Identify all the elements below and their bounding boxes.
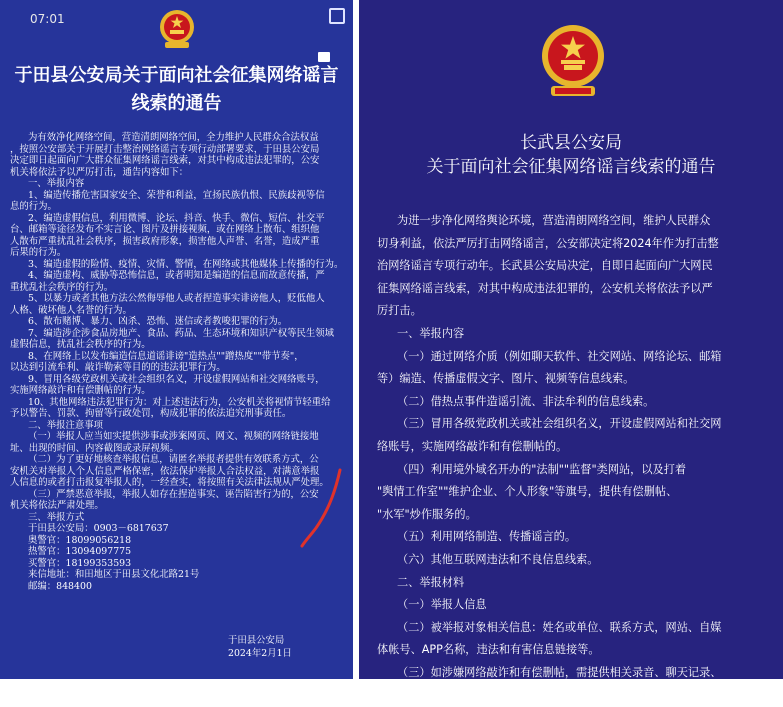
left-body-line: （一）举报人应当如实提供涉事或涉案网页、网文、视频的网络链接地	[28, 431, 319, 442]
left-body-line: 三、举报方式	[28, 511, 85, 523]
left-body-line: 以达到引流牟利、敲诈勒索等目的的违法犯罪行为。	[10, 362, 226, 373]
left-body-line: 二、举报注意事项	[28, 419, 104, 431]
right-body-line: （二）借热点事件造谣引流、非法牟利的信息线索。	[397, 394, 655, 408]
police-emblem-icon	[157, 8, 197, 50]
left-body-line: 息的行为。	[10, 201, 57, 212]
left-body-line: 一、举报内容	[28, 178, 85, 189]
right-body-line: "水军"炒作服务的。	[377, 507, 477, 521]
left-body-line: 买警官：18199353593	[28, 557, 132, 569]
left-body-line: 1、编造传播危害国家安全、荣誉和利益，宣扬民族仇恨、民族歧视等信	[28, 189, 325, 201]
left-body-line: 奥警官：18099056218	[28, 534, 132, 546]
picture-in-picture-icon[interactable]	[318, 52, 330, 62]
red-annotation-stroke	[296, 468, 356, 548]
left-body-line: 邮编：848400	[28, 580, 92, 592]
right-body-line: （四）利用境外域名开办的"法制""监督"类网站，以及打着	[397, 462, 687, 476]
right-body-line: （五）利用网络制造、传播谣言的。	[397, 530, 577, 544]
left-title-line: 线索的通告	[131, 93, 222, 114]
right-body-line: "舆情工作室""维护企业、个人形象"等旗号，提供有偿删帖、	[377, 485, 678, 499]
left-body-line: 决定即日起面向广大群众征集网络谣言线索，对其中构成违法犯罪的，公安	[10, 155, 320, 166]
left-body-line: ，按照公安部关于开展打击整治网络谣言专项行动部署要求，于田县公安局	[10, 143, 320, 155]
left-body-line: 后果的行为。	[10, 247, 67, 258]
left-body-line: 台、邮箱等途径发布不实言论、图片及拼接视频，或在网络上散布、组织他	[10, 224, 320, 235]
right-body-line: 等）编造、传播虚假文字、图片、视频等信息线索。	[377, 372, 635, 386]
right-body-line: 汇款凭证等证据材料。	[377, 688, 489, 702]
left-body-line: 机关将依法予以严厉打击，通告内容如下：	[10, 166, 189, 178]
left-body-line: 人信息的或者打击报复举报人的，一经查实，将按照有关法律法规从严处理。	[10, 477, 329, 488]
left-body-line: 人格、破坏他人名誉的行为。	[10, 304, 132, 316]
left-body-line: 人散布严重扰乱社会秩序，损害政府形象，损害他人声誉、名誉，造成严重	[10, 235, 320, 247]
right-body-line: 为进一步净化网络舆论环境，营造清朗网络空间，维护人民群众	[397, 214, 711, 227]
left-body-line: 4、编造虚构、威胁等恐怖信息，或者明知是编造的信息而故意传播，严	[28, 270, 325, 281]
left-body-line: （三）严禁恶意举报，举报人如存在捏造事实、诬告陷害行为的，公安	[28, 488, 319, 500]
left-body-line: 予以警告、罚款、拘留等行政处罚，构成犯罪的依法追究刑事责任。	[10, 408, 292, 419]
left-body-line: 6、散布赌博、暴力、凶杀、恐怖、迷信或者教唆犯罪的行为。	[28, 316, 288, 327]
left-body-line: 2、编造虚假信息，利用微博、论坛、抖音、快手、微信、短信、社交平	[28, 212, 325, 224]
left-body-line: 实施网络敲诈和有偿删帖的行为。	[10, 385, 151, 396]
left-body-line: 为有效净化网络空间，营造清朗网络空间，全力维护人民群众合法权益	[28, 132, 319, 143]
right-body-line: 治网络谣言专项行动年。长武县公安局决定，自即日起面向广大网民	[377, 259, 713, 273]
left-body-line: 9、冒用各级党政机关或社会组织名义，开设虚假网站和社交网络账号，	[28, 373, 325, 385]
right-notice-body	[377, 210, 772, 707]
right-body-line: 二、举报材料	[397, 575, 465, 589]
right-body-line: 厉打击。	[377, 304, 422, 318]
left-notice-panel	[0, 0, 353, 679]
right-body-line: （三）如涉嫌网络敲诈和有偿删帖，需提供相关录音、聊天记录、	[397, 665, 722, 679]
left-body-line: （二）为了更好地核查举报信息，请匿名举报者提供有效联系方式，公	[28, 454, 319, 465]
left-signature: 于田县公安局	[228, 635, 285, 646]
left-body-line: 3、编造虚假的险情、疫情、灾情、警情，在网络或其他媒体上传播的行为。	[28, 258, 344, 270]
right-body-line: 征集网络谣言线索，对其中构成违法犯罪的，公安机关将依法予以严	[377, 281, 713, 295]
left-body-line: 于田县公安局：0903－6817637	[28, 523, 169, 534]
right-notice-title: 关于面向社会征集网络谣言线索的通告	[426, 157, 716, 177]
left-body-line: 热警官：13094097775	[28, 546, 132, 557]
right-body-line: 络账号，实施网络敲诈和有偿删帖的。	[377, 439, 568, 453]
right-body-line: （三）冒用各级党政机关或社会组织名义，开设虚假网站和社交网	[397, 417, 722, 431]
left-title-line: 于田县公安局关于面向社会征集网络谣言	[14, 65, 339, 86]
right-body-line: （一）举报人信息	[397, 598, 487, 612]
left-body-line: 7、编造涉企涉食品房地产、食品、药品、生态环境和知识产权等民生领域	[28, 327, 334, 339]
right-body-line: 切身利益，依法严厉打击网络谣言，公安部决定将2024年作为打击整	[377, 236, 719, 250]
right-notice-panel	[359, 0, 783, 702]
left-body-line: 机关将依法严肃处理。	[10, 500, 104, 511]
right-body-line: （一）通过网络介质（例如聊天软件、社交网站、网络论坛、邮箱	[397, 349, 722, 363]
right-body-line: （二）被举报对象相关信息：姓名或单位、联系方式，网站、自媒	[397, 620, 722, 634]
right-body-line: （六）其他互联网违法和不良信息线索。	[397, 552, 599, 566]
status-time: 07:01	[30, 12, 65, 26]
left-body-line: 址、出现的时间、内容截图或录屏视频。	[10, 442, 179, 454]
left-body-line: 5、以暴力或者其他方法公然侮辱他人或者捏造事实诽谤他人，贬低他人	[28, 293, 325, 304]
left-body-line: 来信地址：和田地区于田县文化北路21号	[28, 569, 200, 580]
left-body-line: 重扰乱社会秩序的行为。	[10, 281, 114, 293]
left-body-line: 安机关对举报人个人信息严格保密，依法保护举报人合法权益，对满意举报	[10, 465, 320, 477]
left-body-line: 10、其他网络违法犯罪行为：对上述违法行为，公安机关将视情节轻重给	[28, 396, 331, 408]
left-signature-block	[228, 634, 292, 660]
left-notice-title	[0, 62, 353, 118]
right-body-line: 一、举报内容	[397, 326, 465, 340]
right-notice-org: 长武县公安局	[520, 133, 622, 153]
left-body-line: 8、在网络上以发布编造信息道谣诽谤"造热点""蹭热度""带节奏"，	[28, 350, 304, 362]
window-icon[interactable]	[329, 8, 345, 24]
left-date: 2024年2月1日	[228, 648, 292, 659]
right-body-line: 体帐号、APP名称，违法和有害信息链接等。	[377, 643, 600, 657]
left-body-line: 虚假信息，扰乱社会秩序的行为。	[10, 339, 151, 350]
police-emblem-icon	[537, 22, 609, 102]
